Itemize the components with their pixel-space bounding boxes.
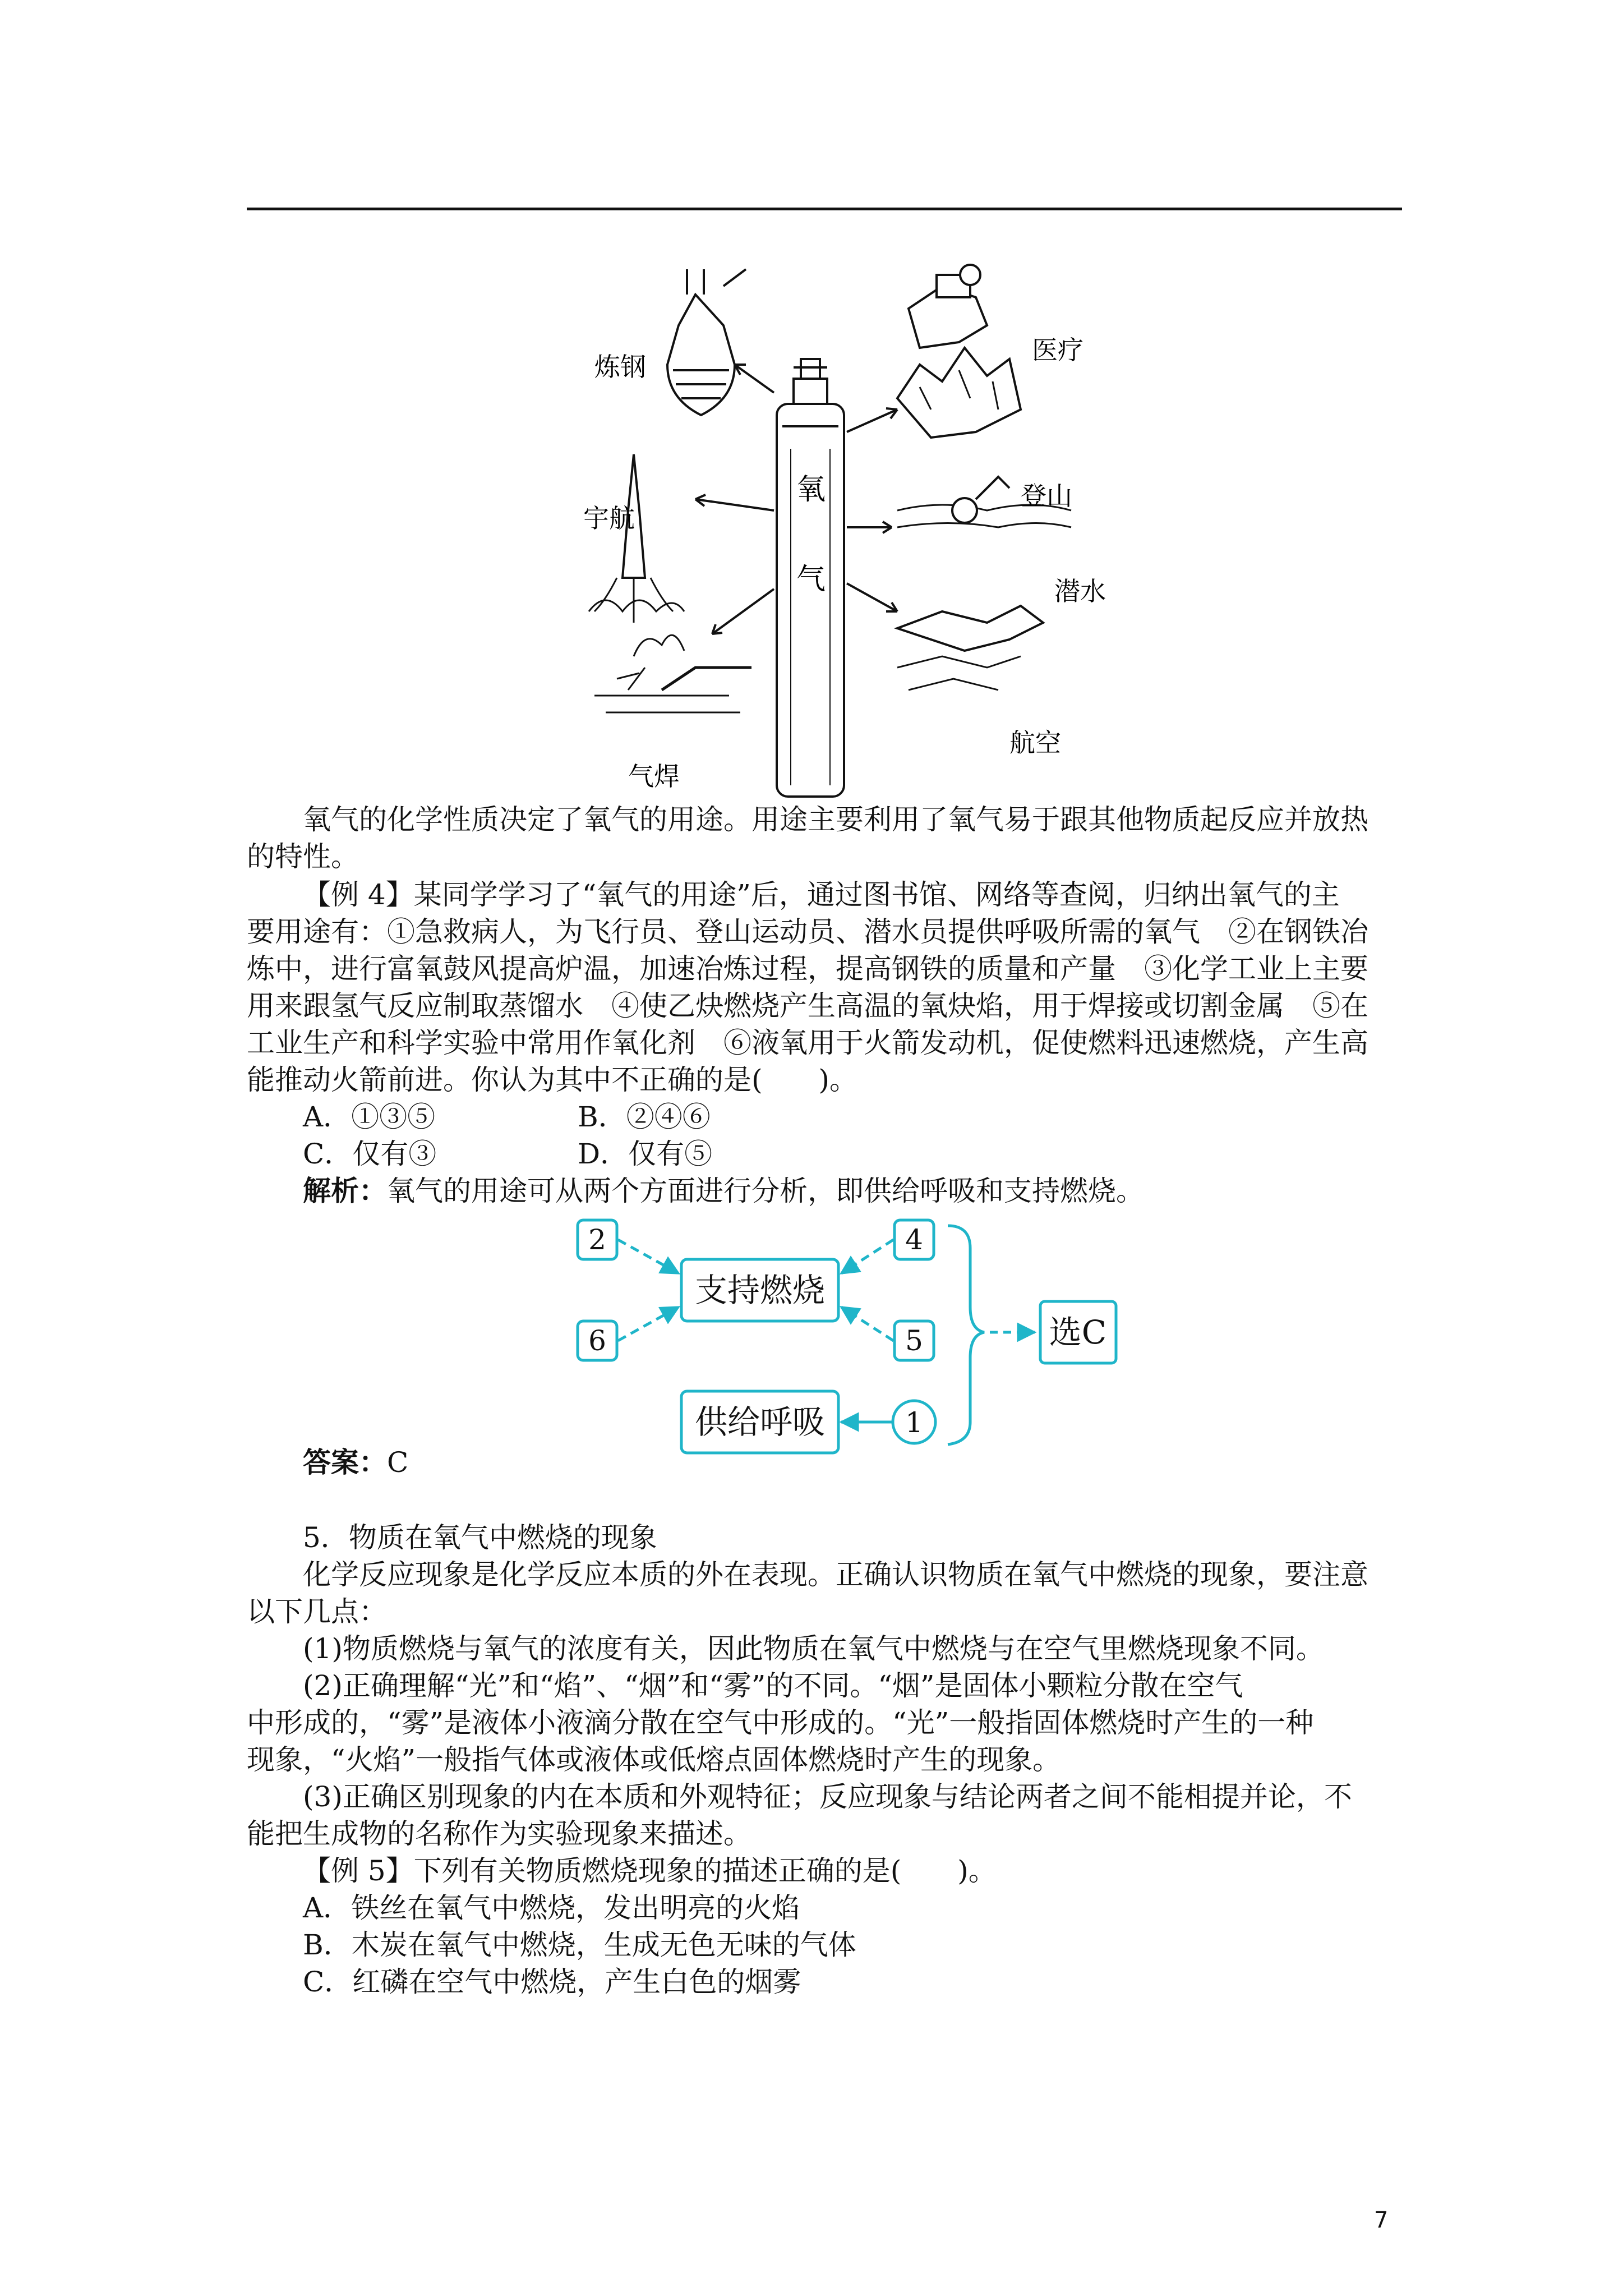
analysis-label: 解析： — [303, 1174, 387, 1207]
example4-option-b: B．②④⑥ — [578, 1101, 711, 1133]
example5-option-a: A．铁丝在氧气中燃烧，发出明亮的火焰 — [303, 1892, 800, 1924]
analysis-text: 氧气的用途可从两个方面进行分析，即供给呼吸和支持燃烧。 — [387, 1175, 1144, 1207]
point-1-text: (1)物质燃烧与氧气的浓度有关，因此物质在氧气中燃烧与在空气里燃烧现象不同。 — [303, 1632, 1324, 1665]
point-3-line: (3)正确区别现象的内在本质和外观特征；反应现象与结论两者之间不能相提并论，不 — [303, 1780, 1352, 1813]
example4-line: 工业生产和科学实验中常用作氧化剂 ⑥液氧用于火箭发动机，促使燃料迅速燃烧，产生高 — [247, 1027, 1368, 1059]
point-2-line: 中形成的，“雾”是液体小液滴分散在空气中形成的。“光”一般指固体燃烧时产生的一种 — [247, 1706, 1314, 1739]
answer-value: C — [387, 1446, 409, 1479]
point-2-line: (2)正确理解“光”和“焰”、“烟”和“雾”的不同。“烟”是固体小颗粒分散在空气 — [303, 1669, 1243, 1702]
oxygen-uses-figure — [583, 264, 1106, 802]
section5-intro-line-1: 化学反应现象是化学反应本质的外在表现。正确认识物质在氧气中燃烧的现象，要注意 — [303, 1558, 1368, 1591]
intro-line-1: 氧气的化学性质决定了氧气的用途。用途主要利用了氧气易于跟其他物质起反应并放热 — [303, 803, 1368, 836]
node-6-label: 6 — [588, 1324, 606, 1357]
example4-stem — [247, 876, 1391, 1098]
analysis-diagram — [572, 1209, 1127, 1456]
section5-heading: 5．物质在氧气中燃烧的现象 — [303, 1521, 657, 1554]
page-number: 7 — [1374, 2207, 1389, 2233]
example4-option-a: A．①③⑤ — [303, 1101, 436, 1133]
breath-label: 供给呼吸 — [694, 1403, 826, 1441]
label-welding: 气焊 — [628, 761, 680, 792]
node-4-label: 4 — [905, 1223, 923, 1256]
result-label: 选C — [1049, 1313, 1107, 1351]
example4-line: 用来跟氢气反应制取蒸馏水 ④使乙炔燃烧产生高温的氧炔焰，用于焊接或切割金属 ⑤在 — [247, 990, 1368, 1022]
example4-line: 要用途有：①急救病人，为飞行员、登山运动员、潜水员提供呼吸所需的氧气 ②在钢铁冶 — [247, 915, 1368, 948]
example4-option-c: C．仅有③ — [303, 1138, 437, 1170]
section5-intro — [247, 1556, 1391, 1630]
example4-analysis — [303, 1172, 1144, 1209]
node-2-label: 2 — [588, 1223, 606, 1256]
example5-option-b: B．木炭在氧气中燃烧，生成无色无味的气体 — [303, 1929, 856, 1961]
node-5-label: 5 — [905, 1324, 923, 1357]
label-diving: 潜水 — [1054, 576, 1106, 606]
answer-label: 答案： — [303, 1446, 387, 1479]
point-2-line: 现象，“火焰”一般指气体或液体或低熔点固体燃烧时产生的现象。 — [247, 1743, 1061, 1776]
support-label: 支持燃烧 — [694, 1271, 826, 1309]
cylinder-label-bottom: 气 — [796, 563, 826, 596]
example4-line: 能推动火箭前进。你认为其中不正确的是( )。 — [247, 1064, 858, 1096]
section5-point-1 — [247, 1630, 1391, 1667]
point-3-line: 能把生成物的名称作为实验现象来描述。 — [247, 1818, 751, 1850]
intro-paragraph — [247, 801, 1391, 875]
cylinder-label-top: 氧 — [796, 473, 826, 507]
node-1-label: 1 — [905, 1406, 923, 1439]
example4-line: 【例 4】某同学学习了“氧气的用途”后，通过图书馆、网络等查阅，归纳出氧气的主 — [303, 878, 1340, 911]
example4-option-d: D．仅有⑤ — [578, 1138, 713, 1170]
label-medical: 医疗 — [1032, 335, 1083, 365]
section5-intro-line-2: 以下几点： — [247, 1595, 387, 1628]
label-aviation: 航空 — [1009, 728, 1061, 758]
section5-point-3 — [247, 1778, 1391, 1852]
label-steel: 炼钢 — [594, 352, 646, 382]
example4-line: 炼中，进行富氧鼓风提高炉温，加速冶炼过程，提高钢铁的质量和产量 ③化学工业上主要 — [247, 953, 1368, 985]
label-climbing: 登山 — [1021, 481, 1072, 511]
example4-answer — [303, 1444, 408, 1481]
label-space: 宇航 — [583, 503, 635, 533]
example5-stem: 【例 5】下列有关物质燃烧现象的描述正确的是( )。 — [303, 1855, 997, 1887]
intro-line-2: 的特性。 — [247, 840, 359, 873]
header-rule — [247, 208, 1402, 210]
section5-point-2 — [247, 1667, 1391, 1778]
oxygen-cylinder — [777, 404, 844, 797]
example5-option-c: C．红磷在空气中燃烧，产生白色的烟雾 — [303, 1966, 801, 1998]
